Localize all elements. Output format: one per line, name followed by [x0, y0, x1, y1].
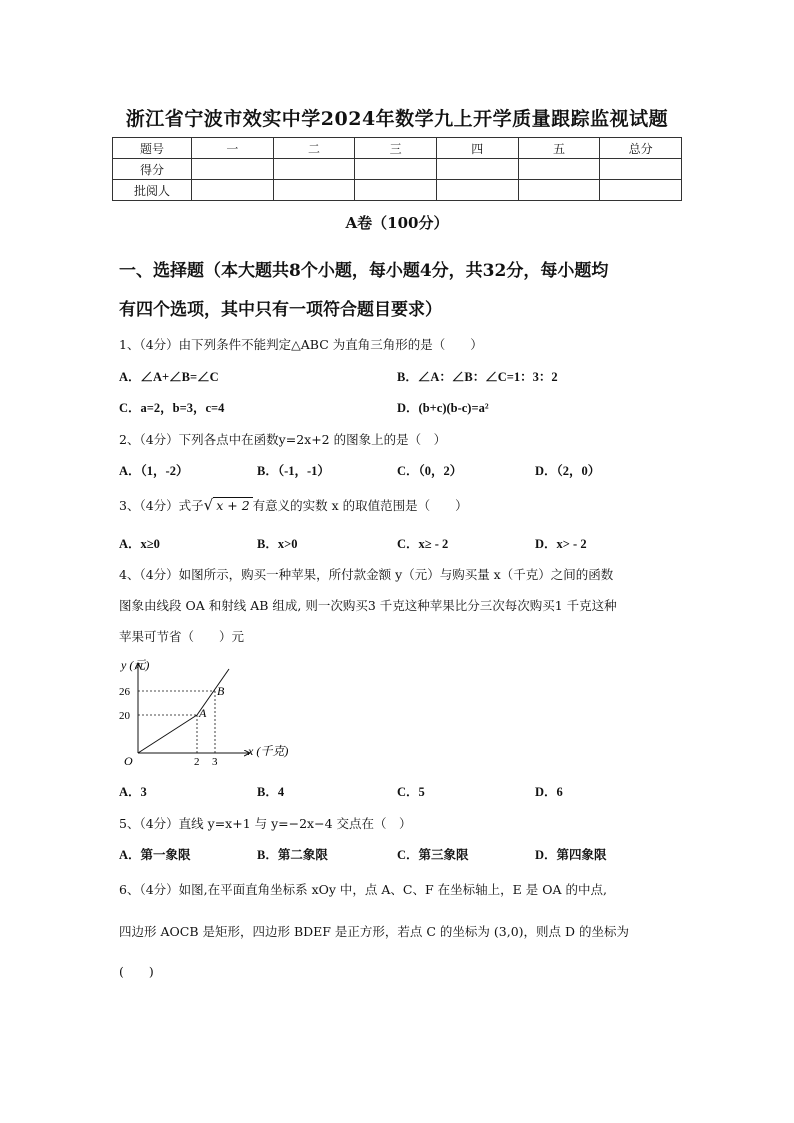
- q3-option-b: B．x>0: [257, 537, 298, 551]
- q3-option-c: C．x≥ - 2: [397, 537, 449, 551]
- point-b-label: B: [217, 684, 225, 698]
- question-5-stem: 5、（4分）直线 y=x+1 与 y=−2x−4 交点在（ ）: [119, 816, 412, 831]
- score-cell: [518, 159, 600, 180]
- q3-stem-after: 有意义的实数 x 的取值范围是（ ）: [252, 498, 468, 513]
- q4-option-a: A．3: [119, 785, 147, 799]
- part-heading-line2: 有四个选项，其中只有一项符合题目要求）: [119, 300, 442, 320]
- point-a-label: A: [199, 706, 207, 720]
- question-6-line1: 6、（4分）如图,在平面直角坐标系 xOy 中，点 A、C、F 在坐标轴上，E 是 OA 的中点,: [119, 882, 607, 897]
- header-cell: 一: [192, 138, 274, 159]
- reviewer-cell: [600, 180, 682, 201]
- q3-stem-before: 3、（4分）式子: [119, 498, 204, 513]
- q4-option-c: C．5: [397, 785, 425, 799]
- header-cell: 二: [273, 138, 355, 159]
- score-cell: [355, 159, 437, 180]
- row-label: 批阅人: [113, 180, 192, 201]
- question-4-line1: 4、（4分）如图所示，购买一种苹果，所付款金额 y（元）与购买量 x（千克）之间的函数: [119, 567, 614, 582]
- exam-title: 浙江省宁波市效实中学2024年数学九上开学质量跟踪监视试题: [125, 108, 669, 130]
- reviewer-cell: [436, 180, 518, 201]
- q4-option-d: D．6: [535, 785, 563, 799]
- y-tick-label: 26: [119, 686, 130, 698]
- score-row: [113, 159, 682, 180]
- score-cell: [436, 159, 518, 180]
- part-heading-line1: 一、选择题（本大题共8个小题，每小题4分，共32分，每小题均: [119, 261, 609, 281]
- question-4-line3: 苹果可节省（ ）元: [119, 629, 245, 644]
- x-axis-label: x (千克): [248, 744, 289, 758]
- segment-oa: [138, 715, 197, 753]
- reviewer-cell: [355, 180, 437, 201]
- header-cell: 五: [518, 138, 600, 159]
- reviewer-cell: [518, 180, 600, 201]
- q5-option-a: A．第一象限: [119, 848, 191, 862]
- q1-option-b: B．∠A：∠B：∠C=1：3：2: [397, 370, 558, 384]
- q4-graph: [118, 655, 303, 770]
- row-label: 得分: [113, 159, 192, 180]
- score-table-header-row: [113, 138, 682, 159]
- reviewer-cell: [192, 180, 274, 201]
- score-cell: [600, 159, 682, 180]
- q2-option-d: D．（2，0）: [535, 464, 601, 478]
- q2-option-a: A．（1，-2）: [119, 464, 189, 478]
- score-table: [112, 137, 682, 201]
- question-4-line2: 图象由线段 OA 和射线 AB 组成, 则一次购买3 千克这种苹果比分三次每次购买1 千克这种: [119, 598, 617, 613]
- reviewer-row: [113, 180, 682, 201]
- q1-option-a: A．∠A+∠B=∠C: [119, 370, 219, 384]
- origin-label: O: [124, 754, 133, 768]
- q5-option-c: C．第三象限: [397, 848, 469, 862]
- x-tick-label: 2: [194, 756, 200, 768]
- q3-option-a: A．x≥0: [119, 537, 160, 551]
- q4-option-b: B．4: [257, 785, 285, 799]
- q2-option-c: C．（0，2）: [397, 464, 463, 478]
- score-cell: [192, 159, 274, 180]
- header-cell: 四: [436, 138, 518, 159]
- q2-option-b: B．（-1，-1）: [257, 464, 330, 478]
- header-cell: 题号: [113, 138, 192, 159]
- header-cell: 三: [355, 138, 437, 159]
- score-cell: [273, 159, 355, 180]
- question-2-stem: 2、（4分）下列各点中在函数y=2x+2 的图象上的是（ ）: [119, 432, 447, 447]
- q5-option-d: D．第四象限: [535, 848, 607, 862]
- q5-option-b: B．第二象限: [257, 848, 328, 862]
- q1-option-c: C．a=2，b=3，c=4: [119, 401, 225, 415]
- y-tick-label: 20: [119, 710, 130, 722]
- y-axis-label: y (元): [121, 658, 150, 672]
- q3-radicand: x + 2: [213, 497, 252, 513]
- question-6-line2: 四边形 AOCB 是矩形，四边形 BDEF 是正方形，若点 C 的坐标为 (3,0)，则点 D 的坐标为: [119, 924, 630, 939]
- header-cell: 总分: [600, 138, 682, 159]
- reviewer-cell: [273, 180, 355, 201]
- question-1-stem: 1、（4分）由下列条件不能判定△ABC 为直角三角形的是（ ）: [119, 337, 483, 352]
- x-tick-label: 3: [212, 756, 218, 768]
- q3-option-d: D．x> - 2: [535, 537, 587, 551]
- question-6-line3: ( ): [119, 964, 154, 979]
- question-3-stem: 3、（4分）式子√ x + 2 有意义的实数 x 的取值范围是（ ）: [119, 496, 468, 514]
- q1-option-d: D．(b+c)(b-c)=a²: [397, 401, 489, 415]
- section-title: A卷（100分）: [345, 214, 449, 232]
